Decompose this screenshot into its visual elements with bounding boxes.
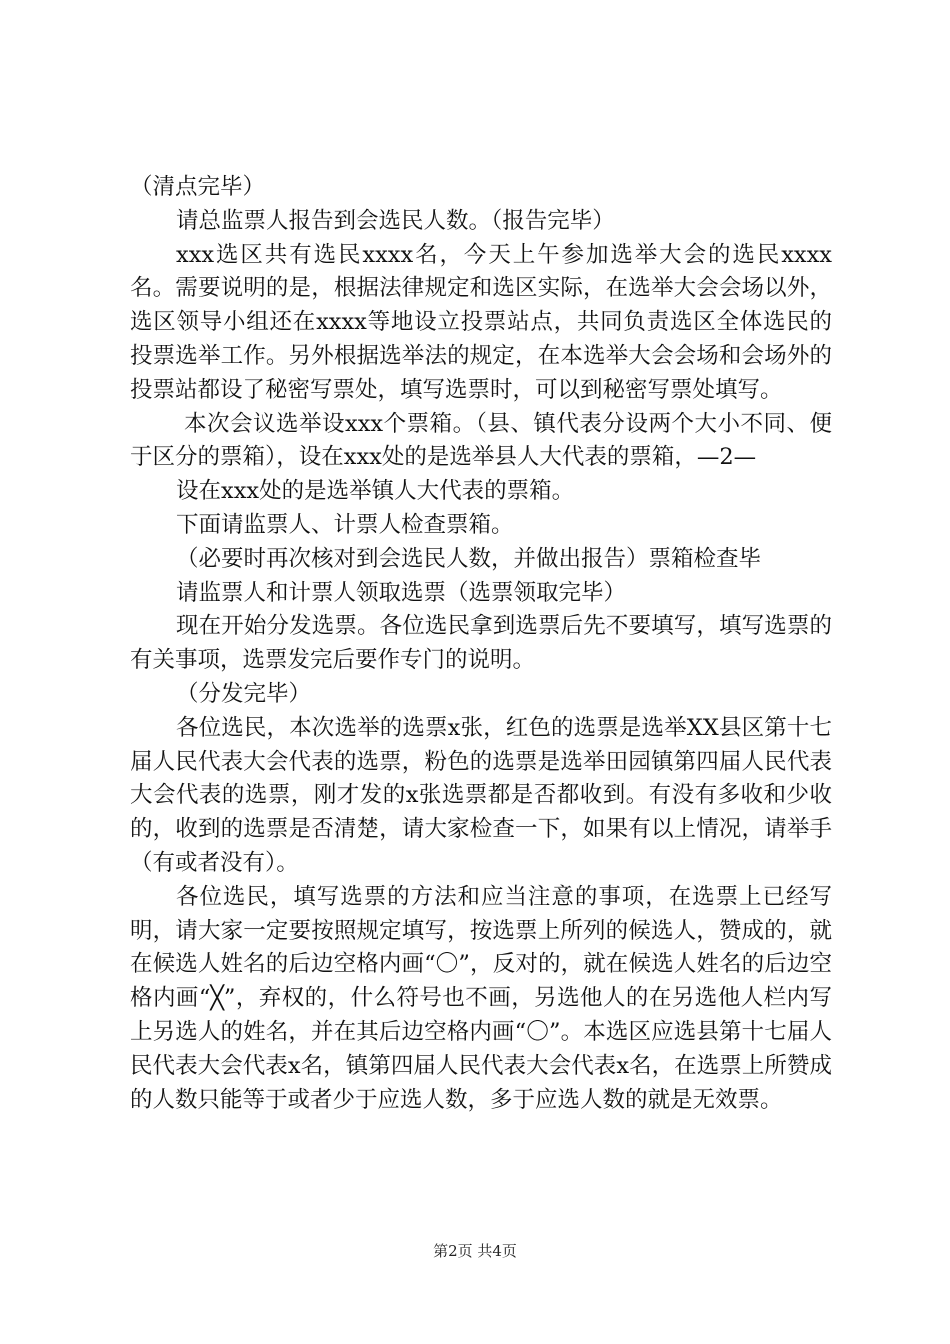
paragraph-district-voters: xxx选区共有选民xxxx名，今天上午参加选举大会的选民xxxx名。需要说明的是，根据法律规定和选区实际，在选举大会会场以外，选区领导小组还在xxxx等地设立投票站点，共同负责选区全体选民的投票选举工作。另外根据选举法的规定，在本选举大会会场和会场外的投票站都设了秘密写票处，填写选票时，可以到秘密写票处填写。 [130,241,832,403]
paragraph-recheck-voters: （必要时再次核对到会选民人数，并做出报告）票箱检查毕 [176,545,762,572]
paragraph-distribute-ballots: 现在开始分发选票。各位选民拿到选票后先不要填写，填写选票的有关事项，选票发完后要作专门的说明。 [130,613,832,674]
paragraph-ballot-boxes: 本次会议选举设xxx个票箱。（县、镇代表分设两个大小不同、便于区分的票箱），设在xxx处的是选举县人大代表的票箱，—2— [130,410,832,471]
paragraph-inspect-boxes: 下面请监票人、计票人检查票箱。 [176,511,514,538]
document-body [130,171,832,1117]
paragraph-counting-complete: （清点完毕） [130,174,266,200]
paragraph-distribution-complete: （分发完毕） [176,680,312,707]
paragraph-filling-instructions: 各位选民，填写选票的方法和应当注意的事项，在选票上已经写明，请大家一定要按照规定填写，按选票上所列的候选人，赞成的，就在候选人姓名的后边空格内画“〇”，反对的，就在候选人姓名的后边空格内画“╳”，弃权的，什么符号也不画，另选他人的在另选他人栏内写上另选人的姓名，并在其后边空格内画“〇”。本选区应选县第十七届人民代表大会代表x名，镇第四届人民代表大会代表x名，在选票上所赞成的人数只能等于或者少于应选人数，多于应选人数的就是无效票。 [130,883,832,1113]
page-number-footer: 第2页 共4页 [433,1242,517,1260]
paragraph-ballot-description: 各位选民，本次选举的选票x张，红色的选票是选举XX县区第十七届人民代表大会代表的选票，粉色的选票是选举田园镇第四届人民代表大会代表的选票，刚才发的x张选票都是否都收到。有没有多收和少收的，收到的选票是否清楚，请大家检查一下，如果有以上情况，请举手（有或者没有）。 [130,714,832,876]
paragraph-town-ballot-box: 设在xxx处的是选举镇人大代表的票箱。 [176,478,575,505]
paragraph-report-voter-count: 请总监票人报告到会选民人数。（报告完毕） [176,207,615,234]
paragraph-collect-ballots: 请监票人和计票人领取选票（选票领取完毕） [176,579,627,606]
